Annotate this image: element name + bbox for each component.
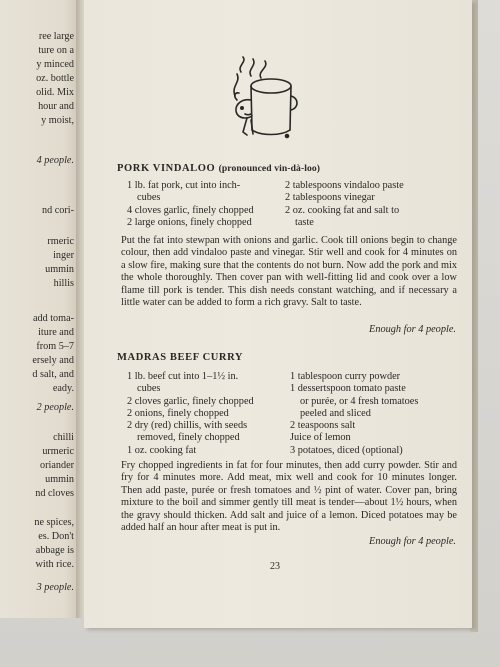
ingredient-list-left <box>127 180 287 229</box>
ingredient-item: 3 potatoes, diced (optional) <box>290 444 403 456</box>
ingredient-item: 1 dessertspoon tomato paste or purée, or 4 fresh tomatoes peeled and sliced <box>290 383 419 419</box>
left-page-text-fragment: ummin <box>45 264 74 275</box>
left-page-text-fragment: inger <box>53 250 74 261</box>
ingredient-item: 1 oz. cooking fat <box>127 444 197 456</box>
ingredient-item: 2 onions, finely chopped <box>127 407 229 419</box>
ingredient-list-left <box>127 371 292 457</box>
page-number: 23 <box>270 561 280 572</box>
left-page-text-fragment: es. Don't <box>38 531 74 542</box>
ingredient-item: 2 oz. cooking fat and salt to taste <box>285 204 400 228</box>
left-page-text-fragment: add toma- <box>32 313 74 324</box>
left-page-text-fragment: abbage is <box>35 545 74 556</box>
left-page-text-fragment: nd cori- <box>42 205 74 216</box>
left-page-text-fragment: iture and <box>38 327 74 338</box>
left-page-text-fragment: y moist, <box>41 115 74 126</box>
ingredient-item: 2 dry (red) chillis, with seeds removed, finely chopped <box>127 420 248 444</box>
recipe-title: PORK VINDALOO (pronounced vin-dà-loo) <box>117 163 321 174</box>
recipe-method: Put the fat into stewpan with onions and garlic. Cook till onions begin to change colour, then add vindaloo paste and vinegar. Stir well and cook for 4 minutes on a slow fire, making sure that the contents do not burn. Now add the pork and mix the whole thoroughly. Then cover pan with well-fitting lid and cook over a low flame till pork is tender. This dish needs constant watching, and if necessary a little water can be added to form a rich gravy. Salt to taste. <box>121 235 457 309</box>
left-page-text-fragment: eady. <box>52 383 74 394</box>
left-page-text-fragment: with rice. <box>35 559 74 570</box>
left-page-text-fragment: ree large <box>38 31 74 42</box>
left-page-text-fragment: y minced <box>36 59 74 70</box>
left-page-text-fragment: nd cloves <box>35 488 74 499</box>
left-page-text-fragment: hour and <box>38 101 74 112</box>
left-page-text-fragment: 4 people. <box>36 155 74 166</box>
steaming-cooking-pot-icon <box>227 56 309 144</box>
ingredient-item: Juice of lemon <box>290 432 351 444</box>
left-page-text-fragment: 3 people. <box>36 582 74 593</box>
ingredient-item: 1 lb. beef cut into 1–1½ in. cubes <box>127 371 239 395</box>
ingredient-item: 2 large onions, finely chopped <box>127 216 252 228</box>
ingredient-item: 1 tablespoon curry powder <box>290 371 401 382</box>
left-page <box>0 0 80 618</box>
ingredient-item: 4 cloves garlic, finely chopped <box>127 204 254 216</box>
left-page-text-fragment: 2 people. <box>36 402 74 413</box>
ingredient-item: 2 tablespoons vindaloo paste <box>285 180 404 191</box>
ingredient-item: 1 lb. fat pork, cut into inch- cubes <box>127 180 241 204</box>
recipe-method: Fry chopped ingredients in fat for four minutes, then add curry powder. Stir and fry for 4 minutes more. Add meat, mix well and cook for 10 minutes longer. Then add paste, purée or fresh tomatoes and ½ pint of water. Cover pan, bring mixture to the boil and simmer gently till meat is tender—about 1½ hours, when the gravy should thicken. Add salt and juice of a lemon. Diced potatoes may be added half an hour after meat is put in. <box>121 460 457 534</box>
left-page-text-fragment: from 5–7 <box>36 341 74 352</box>
ingredient-list-right <box>290 371 460 457</box>
left-page-text-fragment: olid. Mix <box>36 87 74 98</box>
recipe-serving: Enough for 4 people. <box>369 324 456 335</box>
left-page-text-fragment: oz. bottle <box>36 73 74 84</box>
left-page-text-fragment: ersely and <box>32 355 74 366</box>
left-page-text-fragment: chilli <box>53 432 74 443</box>
left-page-text-fragment: hillis <box>53 278 74 289</box>
ingredient-list-right <box>285 180 455 229</box>
recipe-title: MADRAS BEEF CURRY <box>117 352 244 363</box>
ingredient-item: 2 cloves garlic, finely chopped <box>127 395 254 407</box>
left-page-text-fragment: rmeric <box>47 236 74 247</box>
left-page-text-fragment: ture on a <box>38 45 74 56</box>
left-page-text-fragment: urmeric <box>42 446 74 457</box>
ingredient-item: 2 teaspoons salt <box>290 420 356 432</box>
recipe-serving: Enough for 4 people. <box>369 536 456 547</box>
left-page-text-fragment: d salt, and <box>32 369 74 380</box>
recipe-pronunciation: (pronounced vin-dà-loo) <box>218 163 321 174</box>
left-page-text-fragment: ummin <box>45 474 74 485</box>
left-page-text-fragment: oriander <box>40 460 74 471</box>
right-page <box>84 0 472 628</box>
ingredient-item: 2 tablespoons vinegar <box>285 192 375 204</box>
left-page-text-fragment: ne spices, <box>34 517 74 528</box>
